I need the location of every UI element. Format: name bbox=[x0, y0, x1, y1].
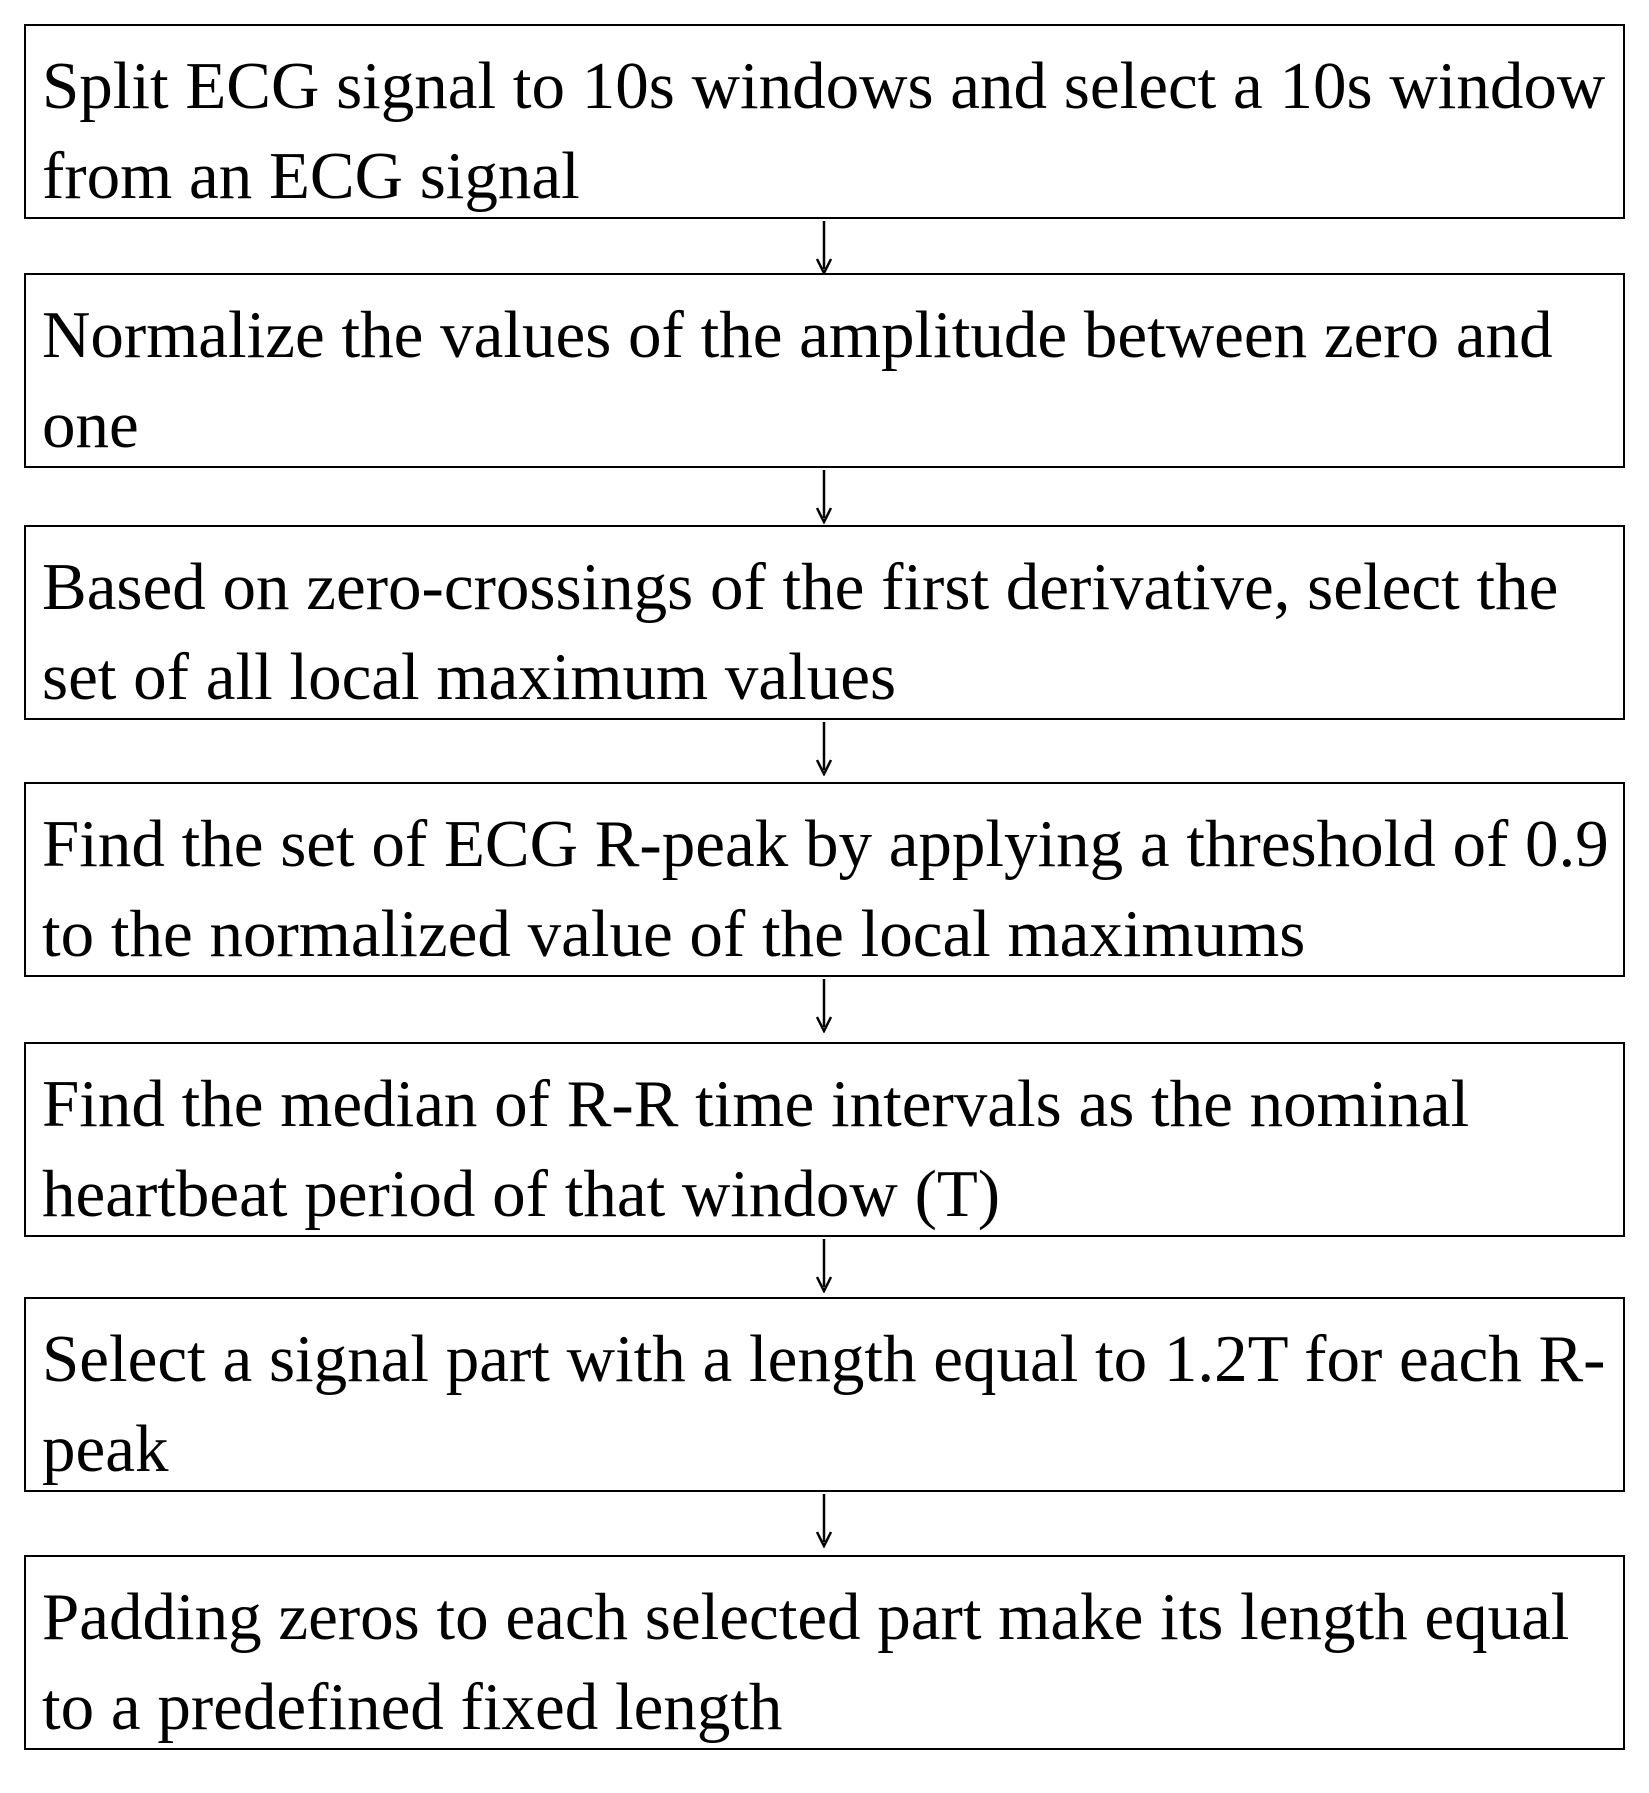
step-text-4: Find the set of ECG R-peak by applying a threshold of 0.9 to the normalized value of the local maximums bbox=[42, 807, 1609, 971]
step-text-7: Padding zeros to each selected part make its length equal to a predefined fixed length bbox=[42, 1580, 1570, 1744]
arrow-down-icon bbox=[812, 1494, 836, 1548]
arrow-down-icon bbox=[812, 221, 836, 275]
step-box-1 bbox=[24, 24, 1625, 219]
arrow-down-icon bbox=[812, 979, 836, 1033]
arrow-down-icon bbox=[812, 470, 836, 524]
step-box-5 bbox=[24, 1042, 1625, 1237]
step-text-3: Based on zero-crossings of the first derivative, select the set of all local maximum values bbox=[42, 550, 1559, 714]
step-text-6: Select a signal part with a length equal to 1.2T for each R-peak bbox=[42, 1322, 1606, 1486]
step-box-7 bbox=[24, 1555, 1625, 1750]
step-text-2: Normalize the values of the amplitude between zero and one bbox=[42, 298, 1553, 462]
step-text-1: Split ECG signal to 10s windows and select a 10s window from an ECG signal bbox=[42, 49, 1606, 213]
step-box-6 bbox=[24, 1297, 1625, 1492]
arrow-down-icon bbox=[812, 722, 836, 776]
step-text-5: Find the median of R-R time intervals as the nominal heartbeat period of that window (T) bbox=[42, 1067, 1470, 1231]
arrow-down-icon bbox=[812, 1239, 836, 1293]
step-box-3 bbox=[24, 525, 1625, 720]
step-box-2 bbox=[24, 273, 1625, 468]
step-box-4 bbox=[24, 782, 1625, 977]
